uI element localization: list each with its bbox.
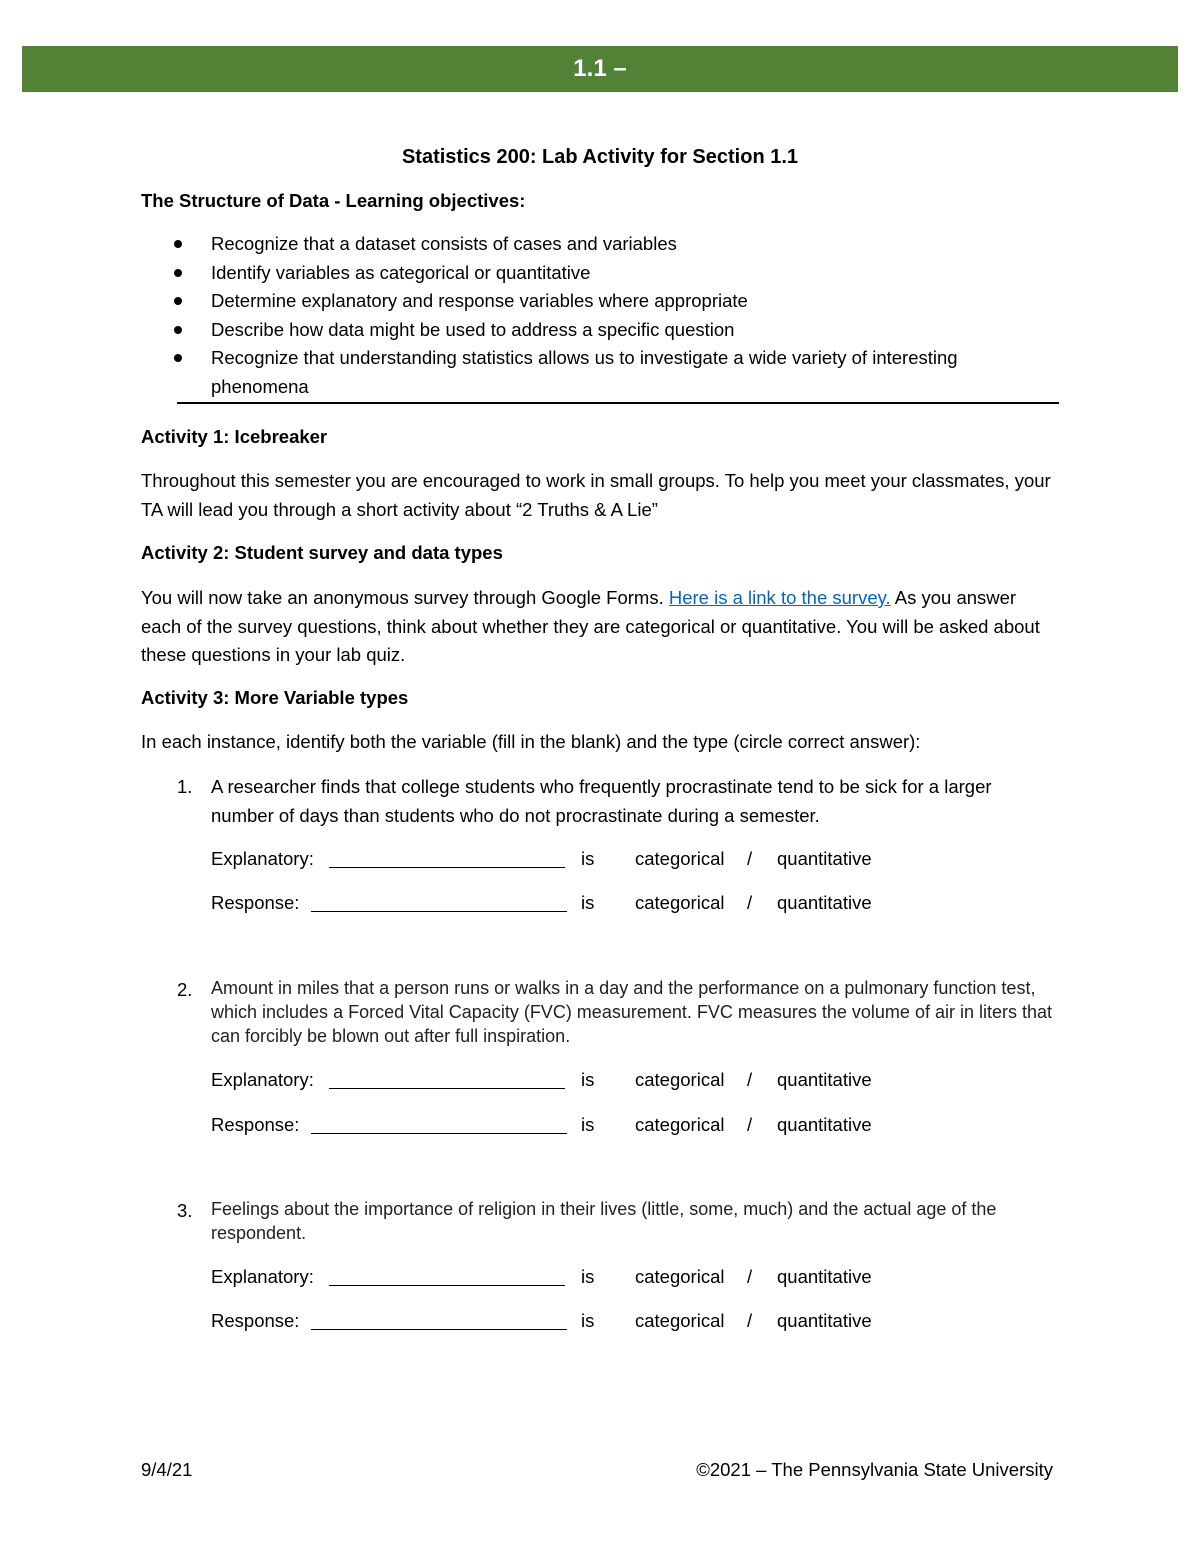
activity2-heading: Activity 2: Student survey and data types xyxy=(141,542,503,563)
page-title: Statistics 200: Lab Activity for Section 1.1 xyxy=(401,146,799,168)
explanatory-row xyxy=(211,1066,1059,1094)
bullet-icon xyxy=(174,326,182,334)
objective-item xyxy=(141,259,1059,288)
objective-text: Recognize that understanding statistics allows us to investigate a wide variety of interesting phenomena xyxy=(211,347,958,397)
question-number: 2. xyxy=(177,979,193,1000)
objective-item xyxy=(141,230,1059,259)
explanatory-row xyxy=(211,845,1059,873)
objective-text: Determine explanatory and response variables where appropriate xyxy=(211,290,748,311)
question-number: 1. xyxy=(177,776,193,797)
quantitative-option[interactable]: quantitative xyxy=(777,892,872,913)
slash-separator: / xyxy=(747,892,753,913)
question-text: Feelings about the importance of religion in their lives (little, some, much) and the actual age of the respondent. xyxy=(211,1199,997,1243)
slash-separator: / xyxy=(747,1114,753,1135)
bullet-icon xyxy=(174,240,182,248)
is-label: is xyxy=(581,1114,595,1135)
question-text: A researcher finds that college students who frequently procrastinate tend to be sick for a larger number of days than students who do not procrastinate during a semester. xyxy=(211,776,992,826)
response-label: Response: xyxy=(211,892,300,913)
explanatory-label: Explanatory: xyxy=(211,1266,314,1287)
slash-separator: / xyxy=(747,1069,753,1090)
objectives-list xyxy=(141,230,1059,401)
slash-separator: / xyxy=(747,1266,753,1287)
explanatory-label: Explanatory: xyxy=(211,1069,314,1090)
activity2-body-after: As you answer each of the survey questions, think about whether they are categorical or quantitative. You will be asked about these questions in your lab quiz. xyxy=(141,587,1040,665)
survey-link[interactable]: Here is a link to the survey. xyxy=(668,587,891,608)
slash-separator: / xyxy=(747,1310,753,1331)
objective-text: Identify variables as categorical or quantitative xyxy=(211,261,591,283)
categorical-option[interactable]: categorical xyxy=(635,1266,725,1287)
categorical-option[interactable]: categorical xyxy=(635,1114,725,1135)
is-label: is xyxy=(581,1069,595,1090)
quantitative-option[interactable]: quantitative xyxy=(777,1069,872,1090)
activity3-instructions: In each instance, identify both the variable (fill in the blank) and the type (circle correct answer): xyxy=(141,731,921,752)
response-row xyxy=(211,1111,1059,1139)
response-row xyxy=(211,1307,1059,1335)
is-label: is xyxy=(581,1266,595,1287)
objective-item xyxy=(141,344,1059,401)
response-label: Response: xyxy=(211,1310,300,1331)
activity2-body-before: You will now take an anonymous survey through Google Forms. xyxy=(141,587,669,608)
objective-item xyxy=(141,316,1059,345)
explanatory-blank[interactable] xyxy=(329,1066,565,1089)
question-text: Amount in miles that a person runs or walks in a day and the performance on a pulmonary function test, which includes a Forced Vital Capacity (FVC) measurement. FVC measures the volume of air in liters that can forcibly be blown out after full inspiration. xyxy=(211,978,1052,1046)
quantitative-option[interactable]: quantitative xyxy=(777,1266,872,1287)
objective-text: Recognize that a dataset consists of cases and variables xyxy=(211,233,677,254)
response-blank[interactable] xyxy=(311,1111,567,1134)
header-bar xyxy=(22,46,1178,92)
explanatory-row xyxy=(211,1263,1059,1291)
response-blank[interactable] xyxy=(311,1307,567,1330)
quantitative-option[interactable]: quantitative xyxy=(777,848,872,869)
footer-copyright: ©2021 – The Pennsylvania State University xyxy=(696,1459,1053,1480)
question-number: 3. xyxy=(177,1200,193,1221)
bullet-icon xyxy=(174,297,182,305)
response-label: Response: xyxy=(211,1114,300,1135)
footer-date: 9/4/21 xyxy=(141,1459,193,1480)
slash-separator: / xyxy=(747,848,753,869)
explanatory-blank[interactable] xyxy=(329,845,565,868)
response-blank[interactable] xyxy=(311,889,567,912)
activity1-heading: Activity 1: Icebreaker xyxy=(141,426,328,447)
categorical-option[interactable]: categorical xyxy=(635,848,725,869)
explanatory-label: Explanatory: xyxy=(211,848,314,869)
bullet-icon xyxy=(174,354,182,362)
quantitative-option[interactable]: quantitative xyxy=(777,1310,872,1331)
is-label: is xyxy=(581,1310,595,1331)
categorical-option[interactable]: categorical xyxy=(635,1310,725,1331)
objectives-heading: The Structure of Data - Learning objectives: xyxy=(141,190,526,211)
is-label: is xyxy=(581,848,595,869)
bullet-icon xyxy=(174,269,182,277)
explanatory-blank[interactable] xyxy=(329,1263,565,1286)
objective-text: Describe how data might be used to address a specific question xyxy=(211,318,735,340)
header-title: 1.1 – xyxy=(573,55,627,82)
quantitative-option[interactable]: quantitative xyxy=(777,1114,872,1135)
activity2-body xyxy=(141,584,1059,670)
document-body xyxy=(141,140,1059,1331)
categorical-option[interactable]: categorical xyxy=(635,892,725,913)
categorical-option[interactable]: categorical xyxy=(635,1069,725,1090)
activity1-body: Throughout this semester you are encouraged to work in small groups. To help you meet your classmates, your TA will lead you through a short activity about “2 Truths & A Lie” xyxy=(141,470,1051,520)
is-label: is xyxy=(581,892,595,913)
objective-item xyxy=(141,287,1059,316)
activity3-heading: Activity 3: More Variable types xyxy=(141,687,409,708)
section-divider xyxy=(177,402,1059,404)
response-row xyxy=(211,889,1059,917)
